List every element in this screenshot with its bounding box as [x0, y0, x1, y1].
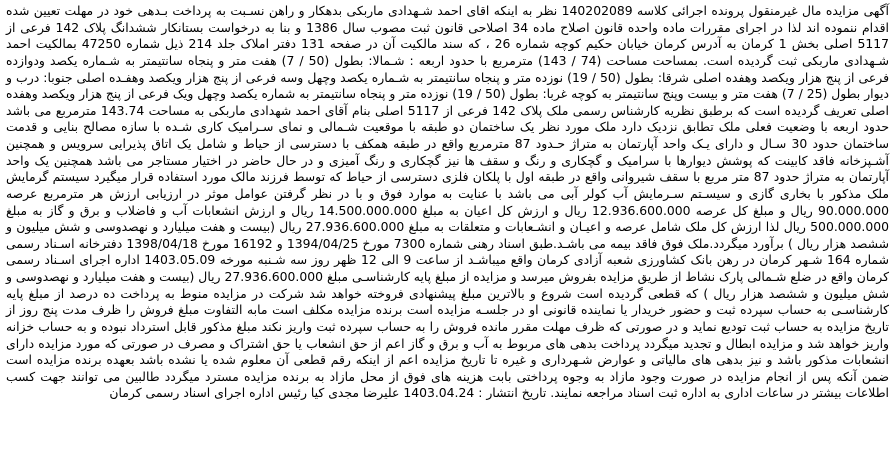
auction-notice-text: آگهی مزایده مال غیرمنقول پرونده اجرائی کلاسه 140202089 نظر به اینکه اقای احمد شـهدادی ماربکی بدهکار و راهن نسـبت به پرداخت بـدهی خود در مهلت تعیین شده اقدام ننموده اند لذا در اجرای مقررات ماده واحده قانون اصلاح ماده 34 اصلاحی قانون ثبت مصوب سال 1386 و بنا به درخواست بستانکار ششدانگ پلاک 142 فرعی از 5117 اصلی بخش 1 کرمان به آدرس کرمان خیابان حکیم کوچه شماره 26 ، که سند مالکیت آن در صفحه 131 دفتر املاک جلد 214 ذیل شماره 47250 بمالکیت احمد شـهدادی ماربکی ثبت گردیده است. بمساحت مساحت (74 / 143) مترمربع با حدود اربعه : شـمالا: بطول (50 / 7) هفت متر و پنجاه سانتیمتر به شـماره یکصد ودوازده فرعی از پنج هزار ویکصد وهفده اصلی شرقا: بطول (50 / 19) نوزده متر و پنجاه سانتیمتر به شـماره یکصد وچهل وسه فرعی از پنج هزار ویکصد وهفـده اصلی جنوبا: درب و دیوار بطول (25 / 7) هفت متر و بیست وپنج سانتیمتر به کوچه غربا: بطول (50 / 19) نوزده متر و پنجاه سانتیمتر به شماره یکصد وچهل ویک فرعی از پنج هزار ویکصد وهفده اصلی تعریف گردیده است که برطبق نظریه کارشناس رسمی ملک پلاک 142 فرعی از 5117 اصلی بنام آقای احمد شهدادی ماربکی به مساحت 143.74 مترمربع می باشد حدود اربعه با وضعیت فعلی ملک تطابق نزدیک دارد ملک مورد نظر یک ساختمان دو طبقه با موقعیت شـمالی و نمای سـرامیک کاری شـده با سازه مصالح بنایی و قدمت ساختمان حدود 30 سـال و دارای یـک واحد آپارتمان به متراژ حـدود 87 مترمربع واقع در طبقه همکف با دسترسی از حیاط و شامل یک اتاق پذیرایی سرویس و همچنین آشـپزخانه فاقد کابینت که پوشش دیوارها با سرامیک و گچکاری و رنگ و سقف ها نیز گچکاری و رنگ آمیزی و در حال حاضر در اختیار مستاجر می باشد همچنین یک واحد آپارتمان به متراژ حدود 87 متر مربع با سقف شیروانی واقع در طبقه اول با پلکان فلزی دسترسی از حیاط که توسط فرزند مالک مورد استفاده قرار میگیرد سیستم گرمایش ملک مذکور با بخاری گازی و سیسـتم سـرمایش آب کولر آبی می باشد با عنایت به موارد فوق و با در نظر گرفتن عوامل موثر در ارزیابی ارزش هر مترمربع عرصه 90.000.000 ریال و مبلغ کل عرصه 12.936.600.000 ریال و ارزش کل اعیان به مبلغ 14.500.000.000 ریال و ارزش انشعابات آب و فاضلاب و برق و گاز به مبلغ 500.000.000 ریال لذا ارزش کل ملک شامل عرصه و اعیـان و انشـعابات و متعلقات به مبلغ 27.936.600.000 ریال (بیست و هفت میلیارد و نهصدوسی و شش میلیون و ششصد هزار ریال ) برآورد میگردد.ملک فوق فاقد بیمه می باشـد.طبق اسناد رهنی شماره 7300 مورخ 1394/04/25 و 16192 مورخ 1398/04/18 دفترخانه اسـناد رسمی شماره 164 شـهر کرمان در رهن بانک کشاورزی شعبه آزادی کرمان واقع میباشـد از ساعت 9 الی 12 ظهر روز سه شـنبه مورخه 1403.05.09 اداره اجرای اسـناد رسمی کرمان واقع در ضلع شـمالی پارک نشاط از طریق مزایده بفروش میرسد و مزایده از مبلغ پایه کارشناسـی مبلغ 27.936.600.000 ریال (بیست و هفت میلیارد و نهصدوسی و شش میلیون و ششصد هزار ریال ) که قطعی گردیده است شروع و بالاترین مبلغ پیشنهادی فروخته خواهد شد شرکت در مزایده منوط به پرداخت ده درصد از مبلغ پایه کارشناسـی به حساب سپرده ثبت و حضور خریدار یا نماینده قانونی او در جلسـه مزایده است برنده مزایده مکلف است مابه التفاوت مبلغ فروش را ظرف مدت پنج روز از تاریخ مزایده به حساب ثبت تودیع نماید و در صورتی که ظرف مهلت مقرر مانده فروش را به حساب سپرده ثبت واریز نکند مبلغ مذکور قابل استرداد نبوده و به حساب خزانه واریز خواهد شد و مزایده ابطال و تجدید میگردد پرداخت بدهی های مربوط به آب و برق و گاز اعم از حق انشعاب یا حق اشتراک و مصرف در صورتی که مورد مزایده دارای انشعابات مذکور باشد و نیز بدهی های مالیاتی و عوارض شـهرداری و غیره تا تاریخ مزایده اعم از اینکه رقم قطعی آن معلوم شده یا نشده باشد بعهده برنده مزایده است ضمن آنکه پس از انجام مزایده در صورت وجود مازاد به وجوه پرداختی بابت هزینه های فوق از محل مازاد به برنده مزایده مسترد میگردد طالبین می توانند جهت کسب اطلاعات بیشتر در ساعات اداری به اداره ثبت اسناد مراجعه نمایند. تاریخ انتشار : 1403.04.24 علیرضا مجدی کیا رئیس اداره اجرای اسناد رسمی کرمان [5, 3, 889, 401]
